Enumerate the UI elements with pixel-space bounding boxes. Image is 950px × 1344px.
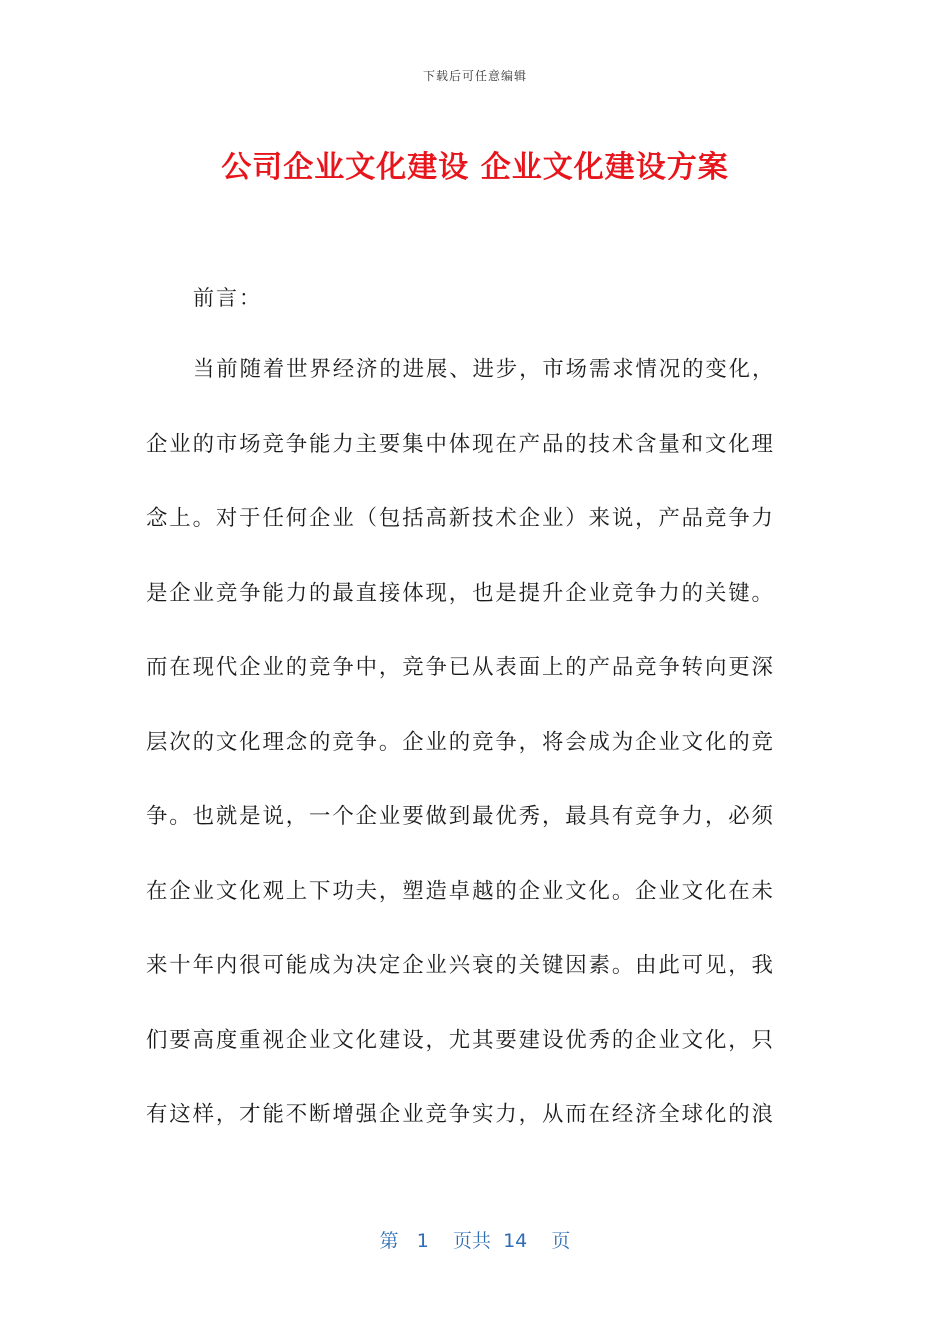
total-page-count: 14 bbox=[503, 1230, 528, 1252]
body-line: 企业的市场竞争能力主要集中体现在产品的技术含量和文化理 bbox=[146, 431, 775, 457]
body-line: 而在现代企业的竞争中，竞争已从表面上的产品竞争转向更深 bbox=[146, 655, 775, 680]
preface-label: 前言： bbox=[193, 286, 262, 310]
body-line: 来十年内很可能成为决定企业兴衰的关键因素。由此可见，我 bbox=[146, 953, 775, 978]
body-line: 念上。对于任何企业（包括高新技术企业）来说，产品竞争力 bbox=[146, 506, 775, 531]
document-title: 公司企业文化建设 企业文化建设方案 bbox=[221, 150, 729, 185]
current-page-number: 1 bbox=[416, 1230, 429, 1252]
body-line: 当前随着世界经济的进展、进步，市场需求情况的变化， bbox=[193, 357, 776, 382]
page-number-footer bbox=[0, 1226, 950, 1253]
body-line: 们要高度重视企业文化建设，尤其要建设优秀的企业文化，只 bbox=[146, 1027, 775, 1053]
body-paragraph bbox=[146, 353, 806, 1173]
body-line: 层次的文化理念的竞争。企业的竞争，将会成为企业文化的竞 bbox=[146, 729, 775, 755]
body-line: 是企业竞争能力的最直接体现，也是提升企业竞争力的关键。 bbox=[146, 580, 775, 606]
page-prefix: 第 bbox=[379, 1230, 399, 1252]
page-header-note: 下载后可任意编辑 bbox=[422, 69, 527, 83]
page-middle-label: 页共 bbox=[452, 1230, 491, 1252]
page-suffix: 页 bbox=[551, 1230, 571, 1252]
body-line: 有这样，才能不断增强企业竞争实力，从而在经济全球化的浪 bbox=[146, 1102, 775, 1127]
body-line: 在企业文化观上下功夫，塑造卓越的企业文化。企业文化在未 bbox=[146, 878, 775, 904]
body-line: 争。也就是说，一个企业要做到最优秀，最具有竞争力，必须 bbox=[146, 804, 775, 829]
